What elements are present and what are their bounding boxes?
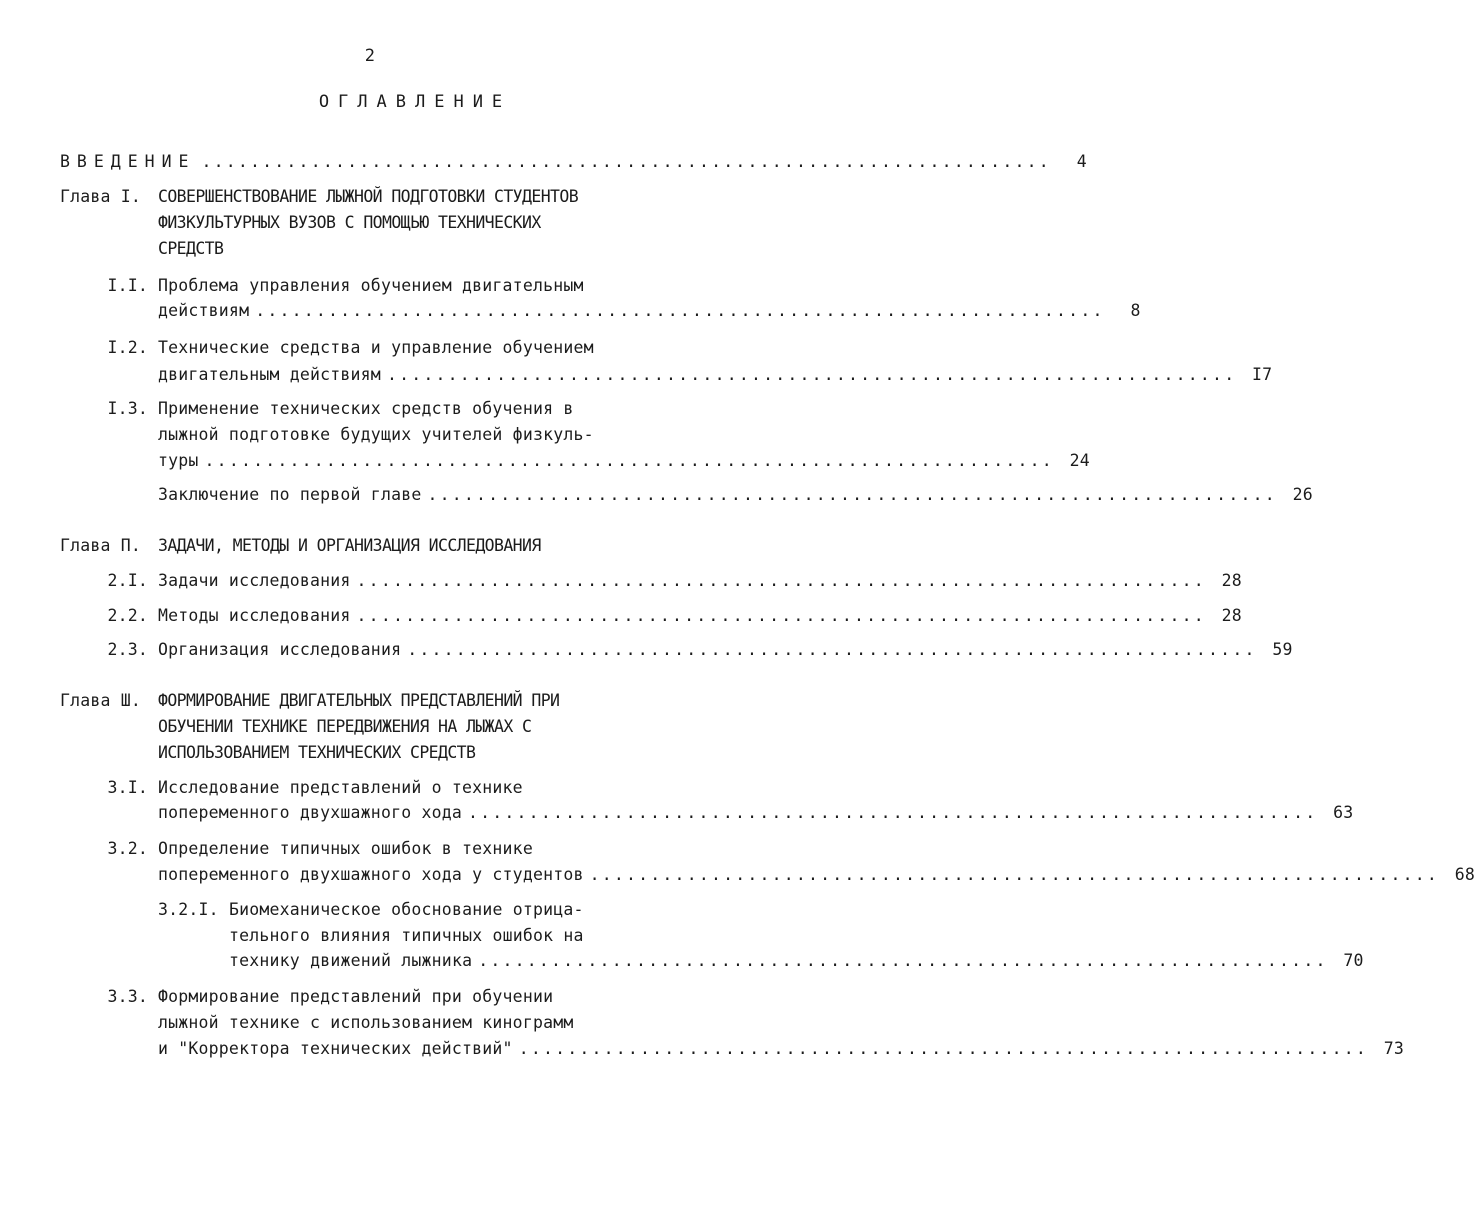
toc-entry[interactable] xyxy=(229,950,1364,972)
entry-page: 8 xyxy=(1130,301,1141,320)
section-number: 3.3. xyxy=(107,987,148,1006)
entry-page: 4 xyxy=(1076,152,1087,171)
toc-entry[interactable] xyxy=(158,639,1293,661)
section-number: 3.2. xyxy=(107,839,148,858)
leader-dots: ...................................................................... xyxy=(478,951,1328,970)
toc-entry[interactable] xyxy=(158,864,1475,886)
toc-entry[interactable] xyxy=(158,300,1141,322)
chapter-label: Глава П. xyxy=(60,536,142,555)
toc-entry[interactable] xyxy=(158,1038,1405,1060)
toc-entry-conclusion[interactable] xyxy=(158,484,1313,506)
page-number: 2 xyxy=(364,46,376,66)
toc-entry[interactable] xyxy=(158,802,1354,824)
leader-dots: ...................................................................... xyxy=(204,451,1054,470)
entry-page: 73 xyxy=(1383,1039,1405,1058)
entry-text: двигательным действиям xyxy=(158,365,381,384)
entry-text: Задачи исследования xyxy=(158,571,351,590)
toc-entry[interactable] xyxy=(158,605,1242,627)
chapter-title-line[interactable]: ОБУЧЕНИИ ТЕХНИКЕ ПЕРЕДВИЖЕНИЯ НА ЛЫЖАХ С xyxy=(158,717,532,736)
entry-text: и "Корректора технических действий" xyxy=(158,1039,513,1058)
chapter-label: Глава I. xyxy=(60,187,142,206)
entry-text: попеременного двухшажного хода у студентов xyxy=(158,865,584,884)
section-number: I.I. xyxy=(107,276,148,295)
entry-page: 63 xyxy=(1333,803,1354,822)
chapter-title-line[interactable]: ФОРМИРОВАНИЕ ДВИГАТЕЛЬНЫХ ПРЕДСТАВЛЕНИЙ ПРИ xyxy=(158,691,560,710)
entry-text[interactable]: Определение типичных ошибок в технике xyxy=(158,839,533,858)
toc-entry[interactable] xyxy=(158,364,1273,386)
toc-title: ОГЛАВЛЕНИЕ xyxy=(318,92,512,112)
toc-entry-introduction[interactable] xyxy=(60,151,1087,173)
leader-dots: ...................................................................... xyxy=(386,365,1237,384)
toc-entry[interactable] xyxy=(158,570,1242,592)
entry-text: действиям xyxy=(158,301,250,320)
chapter-title-line[interactable]: ФИЗКУЛЬТУРНЫХ ВУЗОВ С ПОМОЩЬЮ ТЕХНИЧЕСКИХ xyxy=(158,213,541,232)
entry-text[interactable]: Биомеханическое обоснование отрица- xyxy=(229,900,584,919)
entry-page: 70 xyxy=(1343,951,1364,970)
leader-dots: ...................................................................... xyxy=(427,485,1277,504)
entry-text[interactable]: тельного влияния типичных ошибок на xyxy=(229,926,584,945)
entry-text[interactable]: Исследование представлений о технике xyxy=(158,778,523,797)
leader-dots: ...................................................................... xyxy=(589,865,1439,884)
section-number: 2.2. xyxy=(107,606,148,625)
entry-text: Методы исследования xyxy=(158,606,351,625)
entry-text[interactable]: лыжной технике с использованием кинограмм xyxy=(158,1013,574,1032)
entry-page: 68 xyxy=(1454,865,1475,884)
section-number: 2.I. xyxy=(107,571,148,590)
entry-page: 24 xyxy=(1069,451,1090,470)
entry-text[interactable]: Формирование представлений при обучении xyxy=(158,987,554,1006)
section-number: 3.I. xyxy=(107,778,148,797)
entry-page: 28 xyxy=(1221,606,1242,625)
leader-dots: ...................................................................... xyxy=(356,571,1206,590)
chapter-title-line[interactable]: СРЕДСТВ xyxy=(158,239,224,258)
leader-dots: ...................................................................... xyxy=(201,152,1051,171)
entry-text[interactable]: лыжной подготовке будущих учителей физкуль- xyxy=(158,425,594,444)
section-number: I.2. xyxy=(107,338,148,357)
chapter-title-line[interactable]: СОВЕРШЕНСТВОВАНИЕ ЛЫЖНОЙ ПОДГОТОВКИ СТУДЕНТОВ xyxy=(158,187,579,206)
entry-text: попеременного двухшажного хода xyxy=(158,803,463,822)
leader-dots: ...................................................................... xyxy=(518,1039,1369,1058)
entry-page: 26 xyxy=(1292,485,1313,504)
entry-text: Организация исследования xyxy=(158,640,402,659)
toc-entry[interactable] xyxy=(158,450,1090,472)
entry-page: 28 xyxy=(1221,571,1242,590)
entry-page: I7 xyxy=(1252,365,1273,384)
leader-dots: ...................................................................... xyxy=(356,606,1206,625)
section-number: I.3. xyxy=(107,399,148,418)
entry-page: 59 xyxy=(1272,640,1293,659)
leader-dots: ...................................................................... xyxy=(255,301,1105,320)
leader-dots: ...................................................................... xyxy=(407,640,1257,659)
entry-text[interactable]: Проблема управления обучением двигательным xyxy=(158,276,584,295)
entry-text[interactable]: Применение технических средств обучения в xyxy=(158,399,574,418)
leader-dots: ...................................................................... xyxy=(468,803,1318,822)
entry-text[interactable]: Технические средства и управление обучением xyxy=(158,338,594,357)
section-number: 2.3. xyxy=(107,640,148,659)
entry-text: ВВЕДЕНИЕ xyxy=(60,152,196,171)
chapter-title-line[interactable]: ИСПОЛЬЗОВАНИЕМ ТЕХНИЧЕСКИХ СРЕДСТВ xyxy=(158,743,476,762)
chapter-label: Глава Ш. xyxy=(60,691,142,710)
subsection-number: 3.2.I. xyxy=(158,900,219,919)
chapter-title[interactable]: ЗАДАЧИ, МЕТОДЫ И ОРГАНИЗАЦИЯ ИССЛЕДОВАНИЯ xyxy=(158,536,541,555)
entry-text: Заключение по первой главе xyxy=(158,485,422,504)
entry-text: технику движений лыжника xyxy=(229,951,473,970)
entry-text: туры xyxy=(158,451,199,470)
